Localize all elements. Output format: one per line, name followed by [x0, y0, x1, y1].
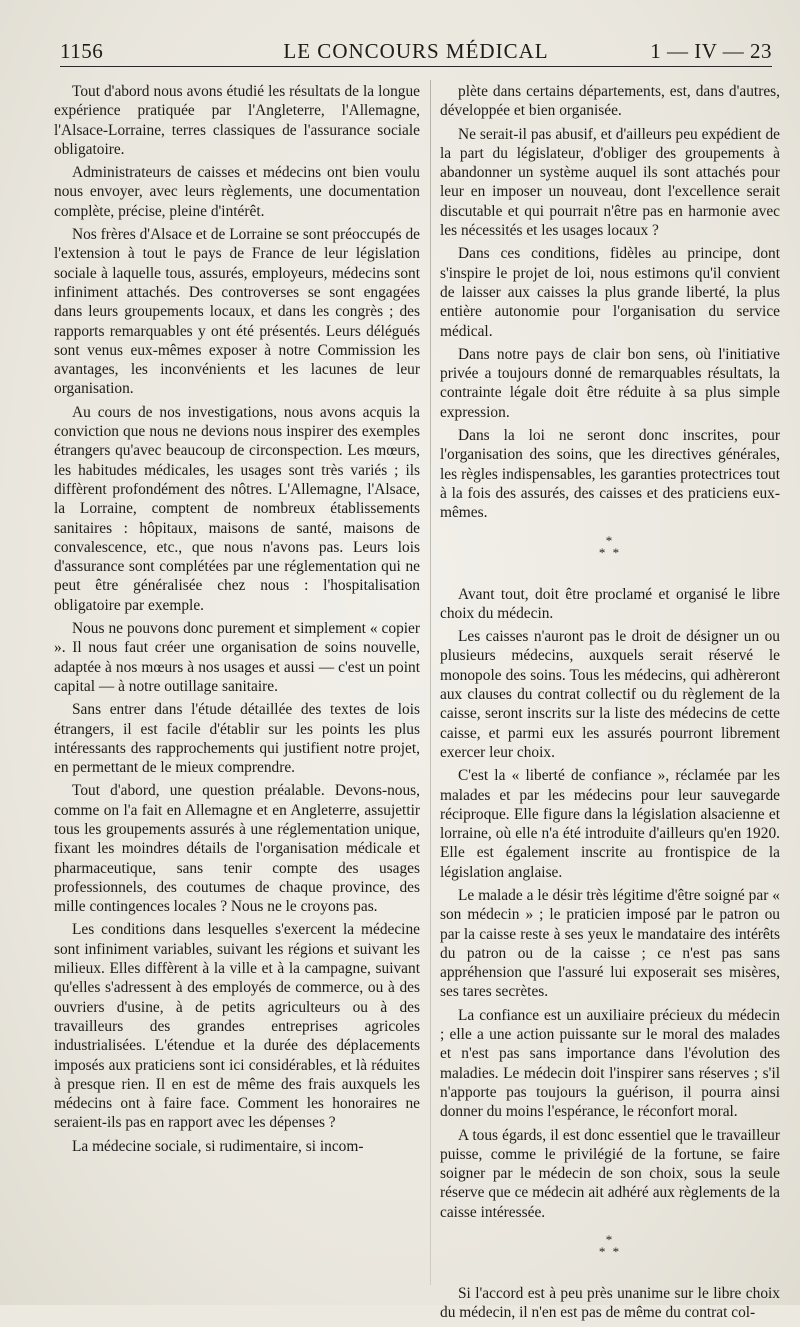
- paragraph: Nos frères d'Alsace et de Lorraine se sont préoccupés de l'extension à tout le pays de France de leur législation sociale à laquelle tous, assurés, employeurs, médecins sont infiniment attachés. Des controverses se sont engagées dans leurs groupements locaux, et dans les congrès ; des rapports remarquables y ont été présentés. Leurs délégués sont venus eux-mêmes exposer à notre Commission les avantages, les inconvénients et les lacunes de leur organisation.: [54, 226, 420, 398]
- paragraph: Au cours de nos investigations, nous avons acquis la conviction que nous ne devions nous inspirer des exemples étrangers qu'avec beaucoup de circonspection. Les mœurs, les habitudes médicales, les usages sont très variés ; ils diffèrent profondément des nôtres. L'Allemagne, l'Alsace, la Lorraine, comptent de nombreux établissements sanitaires : hôpitaux, maisons de santé, maisons de convalescence, etc., que nous n'avons pas. Leurs lois d'assurance sont complétées par une réglementation qui ne peut être généralisée chez nous : l'hospitalisation obligatoire par exemple.: [54, 403, 420, 614]
- section-separator-asterism: [440, 532, 780, 560]
- paragraph: plète dans certains départements, est, dans d'autres, développée et bien organisée.: [440, 83, 780, 120]
- paragraph: Nous ne pouvons donc purement et simplement « copier ». Il nous faut créer une organisation de soins nouvelle, adaptée à nos mœurs à nos usages et aussi — c'est un point capital — à notre outillage sanitaire.: [54, 620, 420, 695]
- running-header: [60, 36, 772, 67]
- asterism-bottom: * *: [598, 544, 622, 560]
- paragraph: Sans entrer dans l'étude détaillée des textes de lois étrangers, il est facile d'établir sur les points les plus intéressants des rapprochements qui justifient notre projet, en permettant de le mieux comprendre.: [54, 701, 420, 777]
- paragraph: Les conditions dans lesquelles s'exercent la médecine sont infiniment variables, suivant les régions et suivant les milieux. Elles diffèrent à la ville et à la campagne, suivant qu'elles s'adressent à des employés de commerce, ou à des ouvriers d'usine, à de petits agriculteurs ou à des travailleurs des grandes entreprises agricoles industrialisées. L'étendue et la durée des déplacements imposés aux praticiens sont ici considérables, et là réduites à presque rien. Il en est de même des frais auxquels les médecins ont à faire face. Comment les honoraires ne seraient-ils pas en rapport avec les dépenses ?: [54, 921, 420, 1132]
- paragraph: Avant tout, doit être proclamé et organisé le libre choix du médecin.: [440, 585, 780, 622]
- paragraph: C'est la « liberté de confiance », réclamée par les malades et par les médecins pour leur sauvegarde réciproque. Elle figure dans la législation alsacienne et lorraine, où elle n'a été introduite d'ailleurs qu'en 1920. Elle est également inscrite au frontispice de la législation anglaise.: [440, 767, 780, 881]
- paragraph: Dans notre pays de clair bon sens, où l'initiative privée a toujours donné de remarquables résultats, la contrainte légale doit être réduite à sa plus simple expression.: [440, 345, 780, 421]
- paragraph: Dans la loi ne seront donc inscrites, pour l'organisation des soins, que les directives générales, les règles indispensables, les garanties protectrices tout à la fois des assurés, des caisses et des praticiens eux-mêmes.: [440, 427, 780, 522]
- paragraph: La confiance est un auxiliaire précieux du médecin ; elle a une action puissante sur le moral des malades et n'est pas sans importance dans l'évolution des maladies. Le médecin doit l'inspirer sans réserves ; s'il n'apporte pas toujours la guérison, il pourra ainsi donner du moins l'espérance, le réconfort moral.: [440, 1006, 780, 1121]
- paragraph: Le malade a le désir très légitime d'être soigné par « son médecin » ; le praticien imposé par le patron ou par la caisse reste à ses yeux le mandataire des intérêts du patron ou de la caisse ; ce n'est pas sans appréhension que l'assuré lui exposerait ses misères, ses tares secrètes.: [440, 886, 780, 1001]
- paragraph: Tout d'abord, une question préalable. Devons-nous, comme on l'a fait en Allemagne et en Angleterre, assujettir tous les groupements assurés à une réglementation unique, fixant les moindres détails de l'organisation médicale et pharmaceutique, sans tenir compte des usages professionnels, des coutumes de chaque province, des mille contingences locales ? Nous ne le croyons pas.: [54, 782, 420, 916]
- right-column: [440, 82, 780, 1327]
- paragraph: La médecine sociale, si rudimentaire, si incom-: [72, 1137, 364, 1155]
- issue-date: 1 — IV — 23: [650, 38, 772, 63]
- paragraph: Tout d'abord nous avons étudié les résultats de la longue expérience pratiquée par l'Angleterre, l'Allemagne, l'Alsace-Lorraine, terres classiques de l'assurance sociale obligatoire.: [54, 83, 420, 158]
- paragraph: Dans ces conditions, fidèles au principe, dont s'inspire le projet de loi, nous estimons qu'il convient de laisser aux caisses la plus grande liberté, la plus entière autonomie pour l'organisation du service médical.: [440, 245, 780, 340]
- section-separator-asterism: [440, 1234, 780, 1258]
- paragraph: Si l'accord est à peu près unanime sur le libre choix du médecin, il n'en est pas de même du contrat col-: [440, 1285, 780, 1322]
- left-column: [54, 82, 420, 1160]
- asterism-bottom: * *: [598, 1244, 622, 1260]
- paragraph: Administrateurs de caisses et médecins ont bien voulu nous envoyer, avec leurs règlements, une documentation complète, précise, pleine d'intérêt.: [54, 164, 420, 220]
- asterism-top: *: [605, 1232, 615, 1248]
- column-divider: [430, 80, 431, 1285]
- paragraph: Les caisses n'auront pas le droit de désigner un ou plusieurs médecins, auxquels serait réservé le monopole des soins. Tous les médecins, qui adhèreront aux clauses du contrat collectif ou du règlement de la caisse, seront inscrits sur la liste des médecins de cette caisse, et parmi eux les assurés pourront librement exercer leur choix.: [440, 628, 780, 761]
- page-number: 1156: [60, 38, 104, 63]
- asterism-top: *: [605, 532, 615, 548]
- paragraph: A tous égards, il est donc essentiel que le travailleur puisse, comme le privilégié de la fortune, se faire soigner par le médecin de son choix, sous la seule réserve que ce médecin ait adhéré aux règlements de la caisse intéressée.: [440, 1126, 780, 1221]
- paragraph: Ne serait-il pas abusif, et d'ailleurs peu expédient de la part du législateur, d'obliger des groupements à abandonner un système auquel ils sont attachés pour leur en imposer un nouveau, dont l'excellence serait discutable et qui pourrait n'être pas en harmonie avec les nécessités et les usages locaux ?: [440, 125, 780, 240]
- journal-title: LE CONCOURS MÉDICAL: [283, 38, 549, 63]
